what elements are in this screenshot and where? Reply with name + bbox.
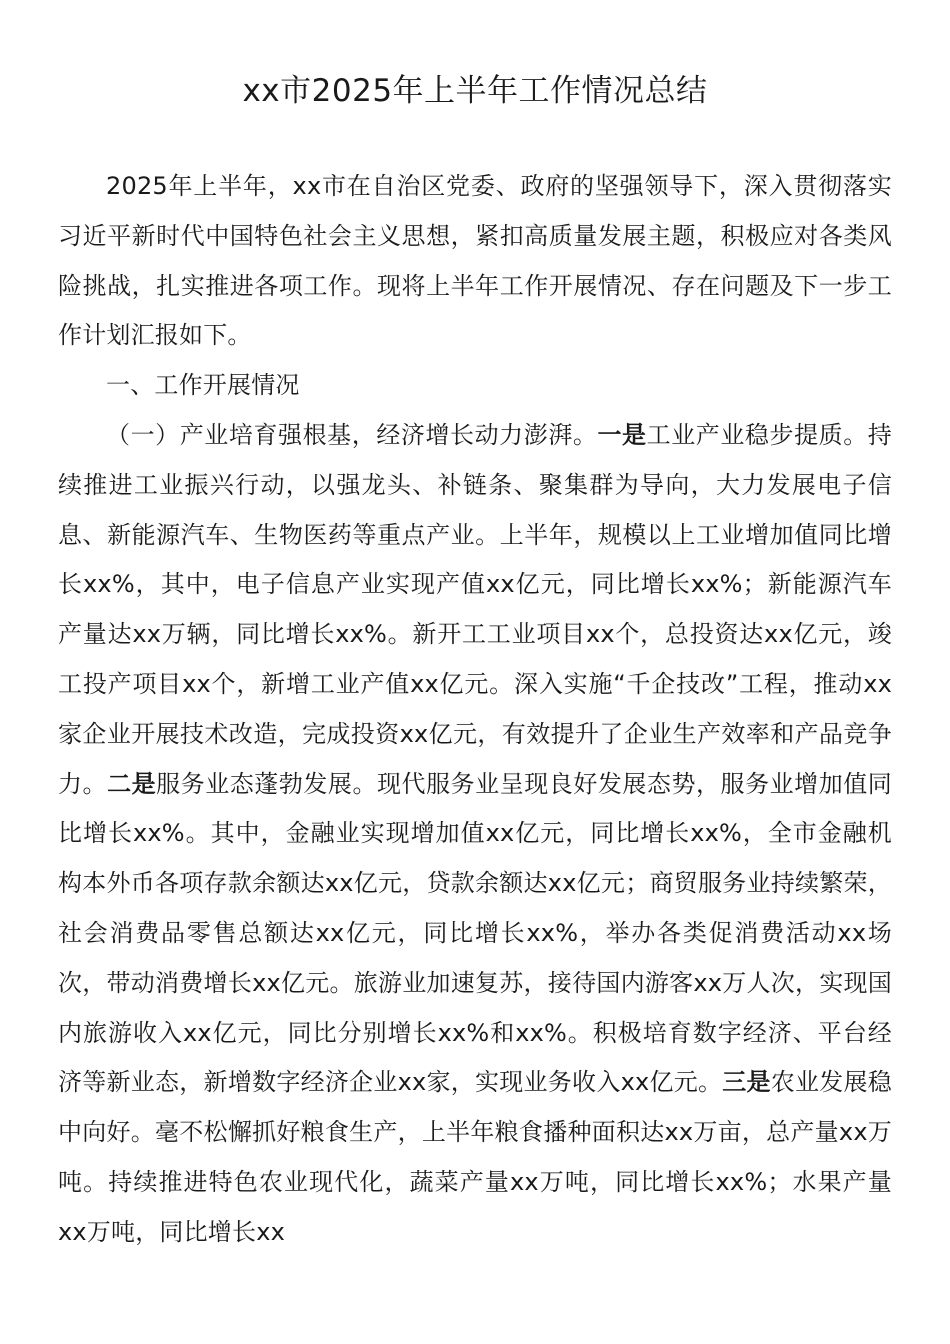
subsection-heading-1: （一）产业培育强根基，经济增长动力澎湃。 — [106, 420, 598, 449]
point-text-1: 工业产业稳步提质。持续推进工业振兴行动，以强龙头、补链条、聚集群为导向，大力发展电子信息、新能源汽车、生物医药等重点产业。上半年，规模以上工业增加值同比增长xx%，其中，电子信息产业实现产值xx亿元，同比增长xx%；新能源汽车产量达xx万辆，同比增长xx%。新开工工业项目xx个，总投资达xx亿元，竣工投产项目xx个，新增工业产值xx亿元。深入实施“千企技改”工程，推动xx家企业开展技术改造，完成投资xx亿元，有效提升了企业生产效率和产品竞争力。 — [58, 420, 893, 798]
document-title: xx市2025年上半年工作情况总结 — [242, 73, 708, 109]
subsection-paragraph-1 — [58, 411, 892, 1258]
point-text-3: 农业发展稳中向好。毫不松懈抓好粮食生产，上半年粮食播种面积达xx万亩，总产量xx万吨。持续推进特色农业现代化，蔬菜产量xx万吨，同比增长xx%；水果产量xx万吨，同比增长xx — [58, 1068, 893, 1246]
section-heading-1: 一、工作开展情况 — [106, 371, 300, 400]
intro-paragraph: 2025年上半年，xx市在自治区党委、政府的坚强领导下，深入贯彻落实习近平新时代中国特色社会主义思想，紧扣高质量发展主题，积极应对各类风险挑战，扎实推进各项工作。现将上半年工作开展情况、存在问题及下一步工作计划汇报如下。 — [58, 172, 892, 350]
point-text-2: 服务业态蓬勃发展。现代服务业呈现良好发展态势，服务业增加值同比增长xx%。其中，金融业实现增加值xx亿元，同比增长xx%，全市金融机构本外币各项存款余额达xx亿元，贷款余额达xx亿元；商贸服务业持续繁荣，社会消费品零售总额达xx亿元，同比增长xx%，举办各类促消费活动xx场次，带动消费增长xx亿元。旅游业加速复苏，接待国内游客xx万人次，实现国内旅游收入xx亿元，同比分别增长xx%和xx%。积极培育数字经济、平台经济等新业态，新增数字经济企业xx家，实现业务收入xx亿元。 — [58, 769, 892, 1097]
point-label-3: 三是 — [722, 1068, 771, 1097]
point-label-2: 二是 — [107, 769, 157, 798]
document-body — [58, 162, 892, 1258]
point-label-1: 一是 — [597, 420, 647, 449]
